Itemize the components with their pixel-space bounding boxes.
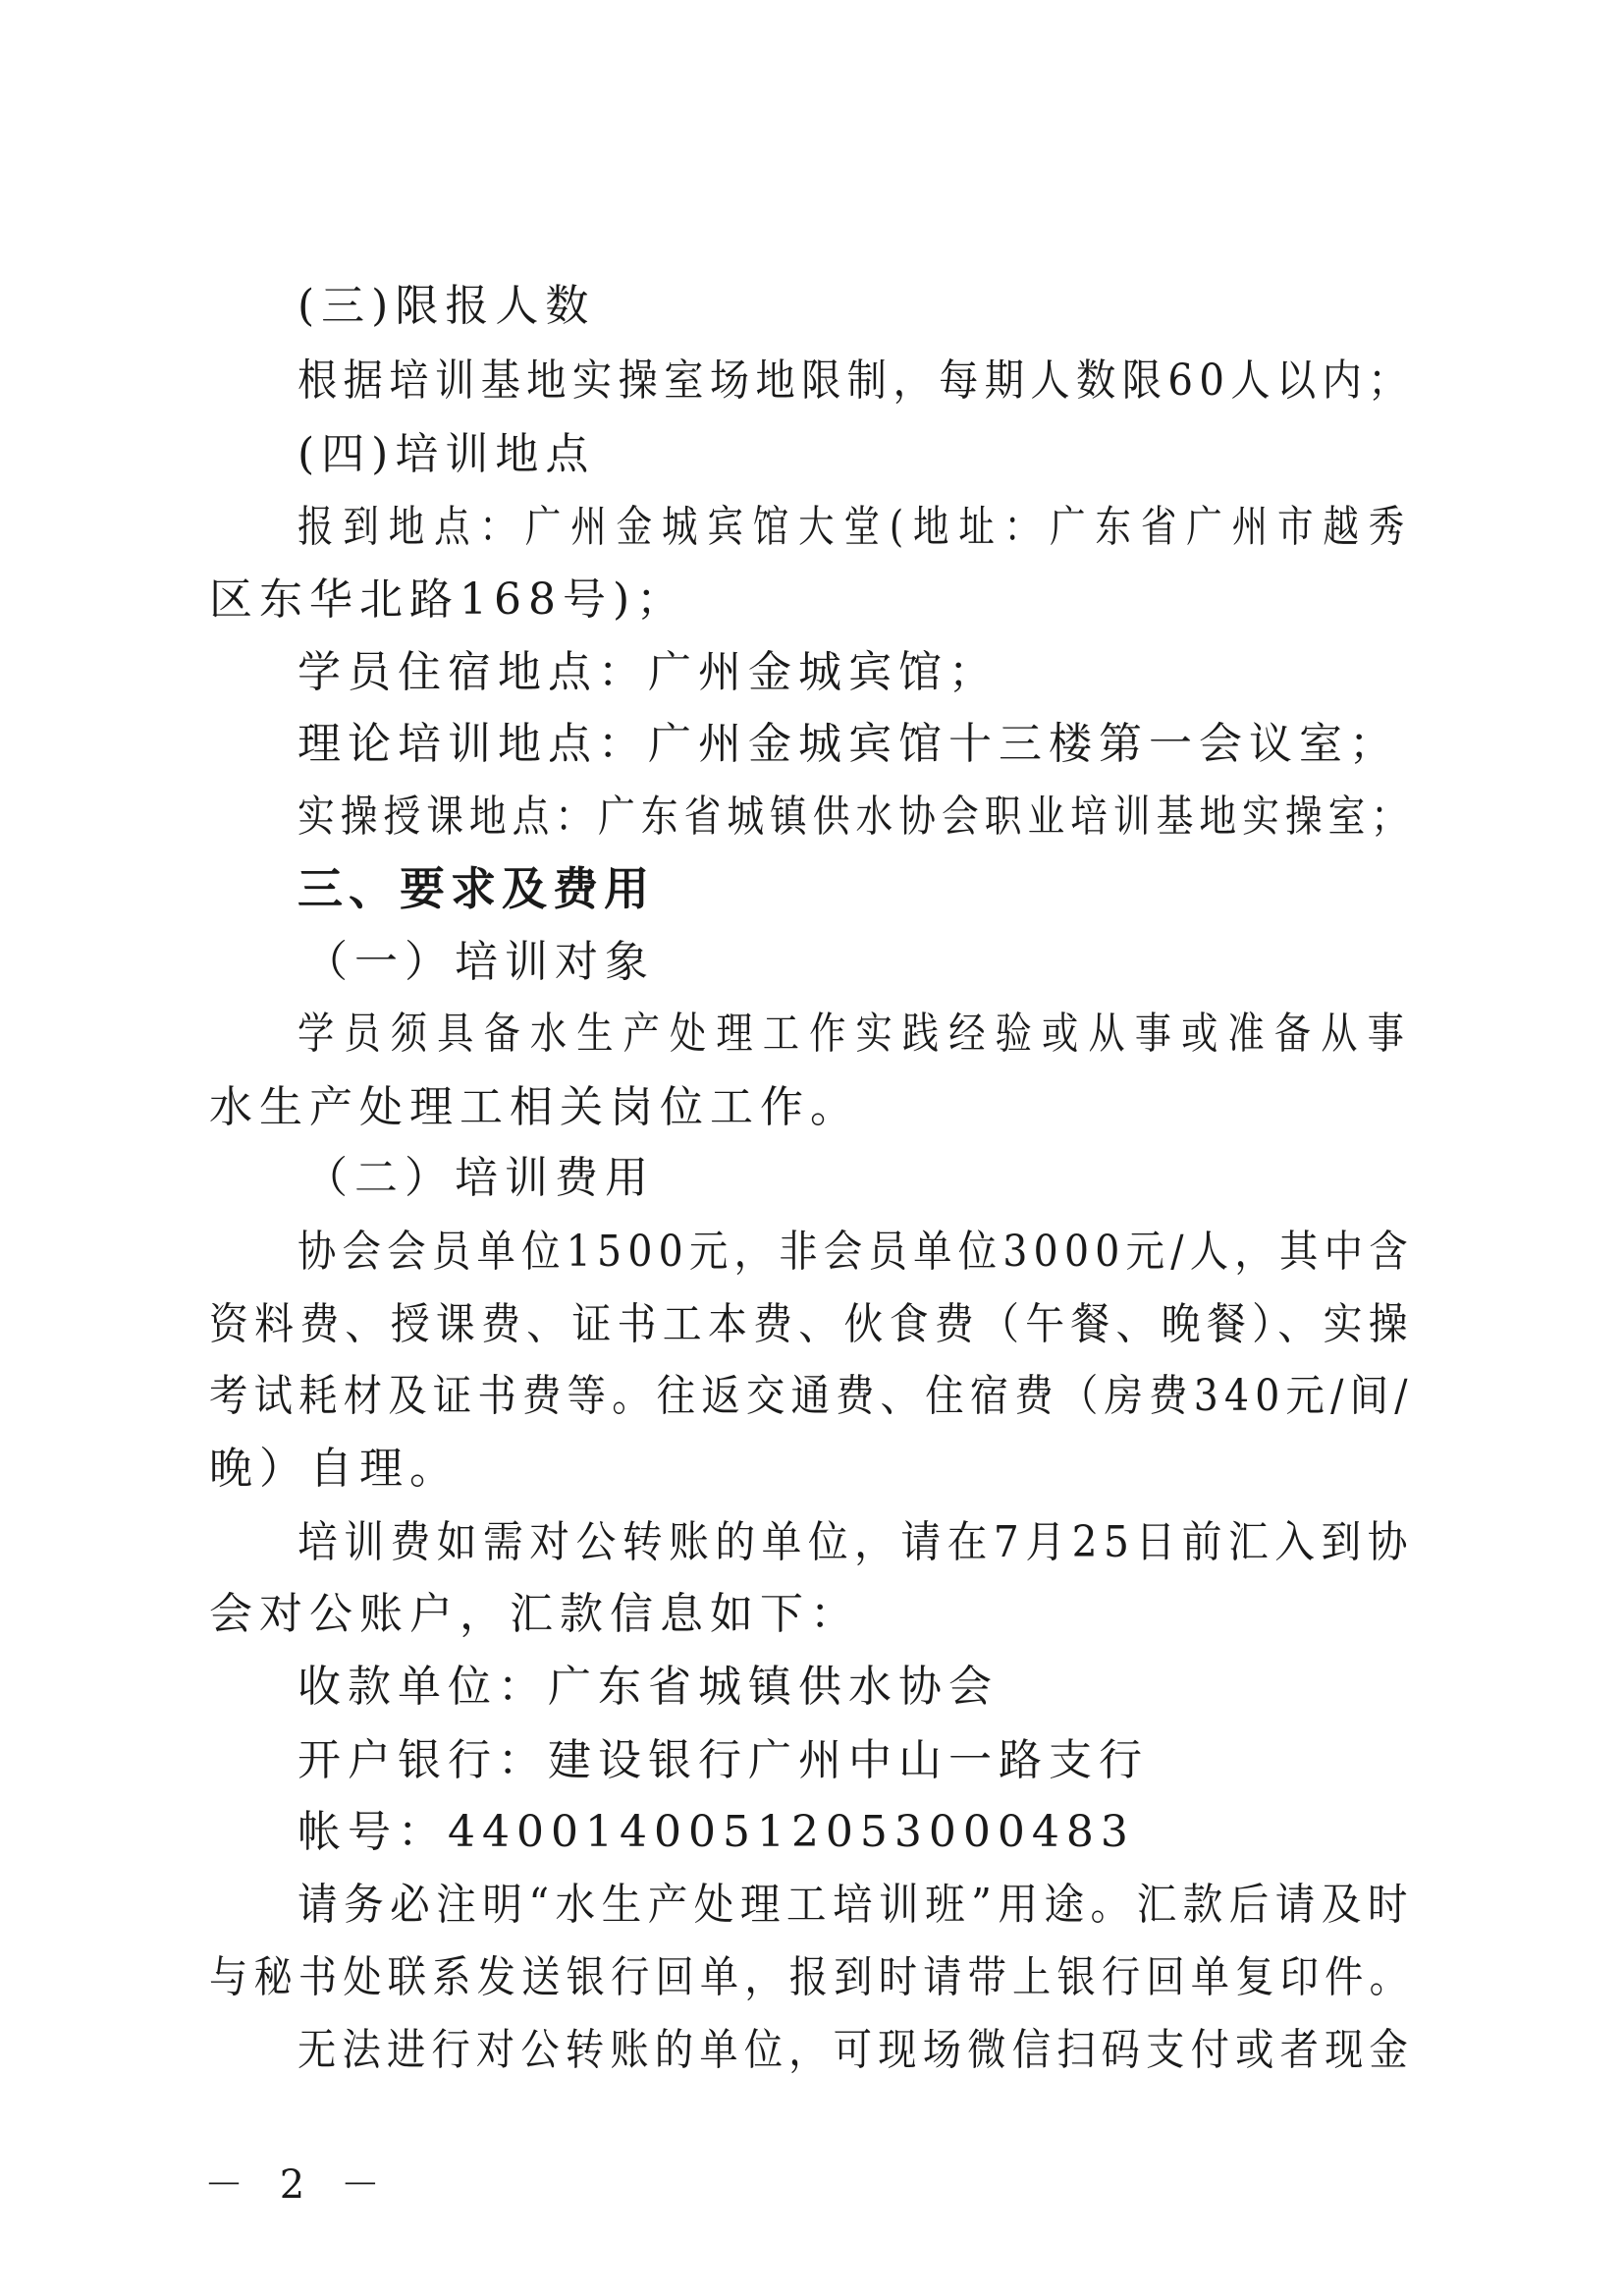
subsection-heading-fees: （二）培训费用 [304,1153,655,1203]
section-heading-location: (四)培训地点 [298,429,596,479]
paragraph-line: 根据培训基地实操室场地限制，每期人数限60人以内； [298,355,1414,406]
page-number: － 2 － [204,2162,392,2208]
paragraph-line: 会对公账户，汇款信息如下： [209,1589,860,1639]
paragraph-line: 培训费如需对公转账的单位，请在7月25日前汇入到协 [298,1517,1415,1567]
paragraph-line: 学员住宿地点：广州金城宾馆； [298,647,999,697]
paragraph-line: 与秘书处联系发送银行回单，报到时请带上银行回单复印件。 [209,1952,1415,2002]
paragraph-line: 考试耗材及证书费等。往返交通费、住宿费（房费340元/间/ [209,1371,1414,1421]
bank-line: 开户银行：建设银行广州中山一路支行 [298,1735,1149,1785]
paragraph-line: 晚）自理。 [209,1444,460,1494]
paragraph-line: 区东华北路168号)； [209,574,687,625]
paragraph-line: 理论培训地点：广州金城宾馆十三楼第一会议室； [298,719,1399,769]
paragraph-line: 实操授课地点：广东省城镇供水协会职业培训基地实操室； [298,792,1415,842]
paragraph-line: 无法进行对公转账的单位，可现场微信扫码支付或者现金 [298,2025,1415,2075]
paragraph-line: 报到地点：广州金城宾馆大堂(地址：广东省广州市越秀 [298,502,1415,552]
paragraph-line: 学员须具备水生产处理工作实践经验或从事或准备从事 [298,1009,1415,1059]
account-number-line: 帐号：44001400512053000483 [298,1807,1135,1857]
payee-line: 收款单位：广东省城镇供水协会 [298,1662,999,1712]
subsection-heading-trainees: （一）培训对象 [304,937,655,987]
paragraph-line: 资料费、授课费、证书工本费、伙食费（午餐、晚餐）、实操 [209,1299,1414,1349]
section-heading-requirements: 三、要求及费用 [298,862,655,915]
paragraph-line: 水生产处理工相关岗位工作。 [209,1082,860,1132]
paragraph-line: 请务必注明“水生产处理工培训班”用途。汇款后请及时 [298,1880,1415,1930]
paragraph-line: 协会会员单位1500元，非会员单位3000元/人，其中含 [298,1227,1414,1277]
section-heading-limit: (三)限报人数 [298,281,596,331]
